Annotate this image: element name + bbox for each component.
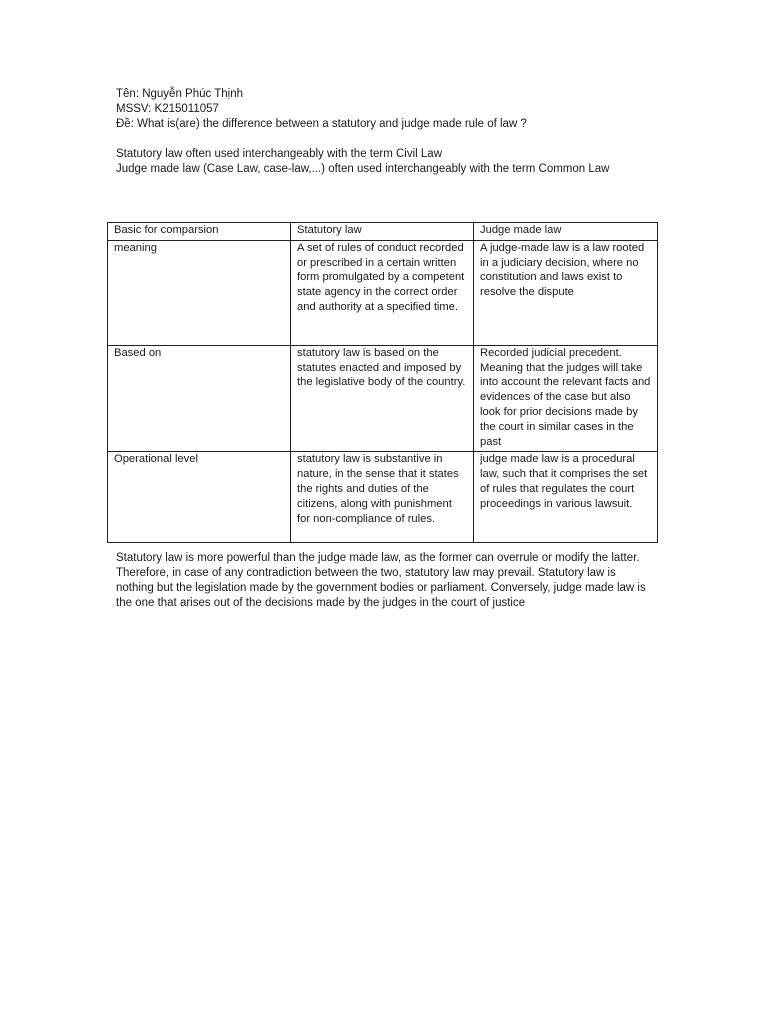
intro-paragraph: [116, 147, 676, 177]
cell-statutory: A set of rules of conduct recorded or prescribed in a certain written form promulgated by a competent state agency in the correct order and authority at a specified time.: [291, 240, 474, 345]
table-header-row: [108, 223, 658, 241]
student-id: MSSV: K215011057: [116, 103, 219, 115]
cell-basis: Based on: [108, 345, 291, 452]
cell-statutory: statutory law is substantive in nature, in the sense that it states the rights and duties of the citizens, along with punishment for non-compliance of rules.: [291, 452, 474, 543]
header-judge-made-law: Judge made law: [474, 223, 658, 241]
cell-basis: Operational level: [108, 452, 291, 543]
cell-basis: meaning: [108, 240, 291, 345]
document-header: [116, 87, 676, 132]
table-row: [108, 240, 658, 345]
conclusion-paragraph: Statutory law is more powerful than the judge made law, as the former can overrule or modify the latter. Therefore, in case of any contradiction between the two, statutory law may prevail. Statutory law is nothing but the legislation made by the government bodies or parliament. Conversely, judge made law is the one that arises out of the decisions made by the judges in the court of justice: [116, 552, 646, 609]
student-name: Tên: Nguyễn Phúc Thịnh: [116, 88, 244, 100]
assignment-question: Đề: What is(are) the difference between a statutory and judge made rule of law ?: [116, 118, 527, 130]
table-row: [108, 345, 658, 452]
table-row: [108, 452, 658, 543]
intro-line-civil-law: Statutory law often used interchangeably with the term Civil Law: [116, 148, 442, 160]
cell-statutory: statutory law is based on the statutes enacted and imposed by the legislative body of the country.: [291, 345, 474, 452]
header-basis: Basic for comparsion: [108, 223, 291, 241]
header-statutory-law: Statutory law: [291, 223, 474, 241]
cell-judge-made: judge made law is a procedural law, such that it comprises the set of rules that regulates the court proceedings in various lawsuit.: [474, 452, 658, 543]
comparison-table: [107, 222, 658, 543]
cell-judge-made: Recorded judicial precedent. Meaning that the judges will take into account the relevant facts and evidences of the case but also look for prior decisions made by the court in similar cases in the past: [474, 345, 658, 452]
intro-line-common-law: Judge made law (Case Law, case-law,...) often used interchangeably with the term Common Law: [116, 163, 610, 175]
cell-judge-made: A judge-made law is a law rooted in a judiciary decision, where no constitution and laws exist to resolve the dispute: [474, 240, 658, 345]
